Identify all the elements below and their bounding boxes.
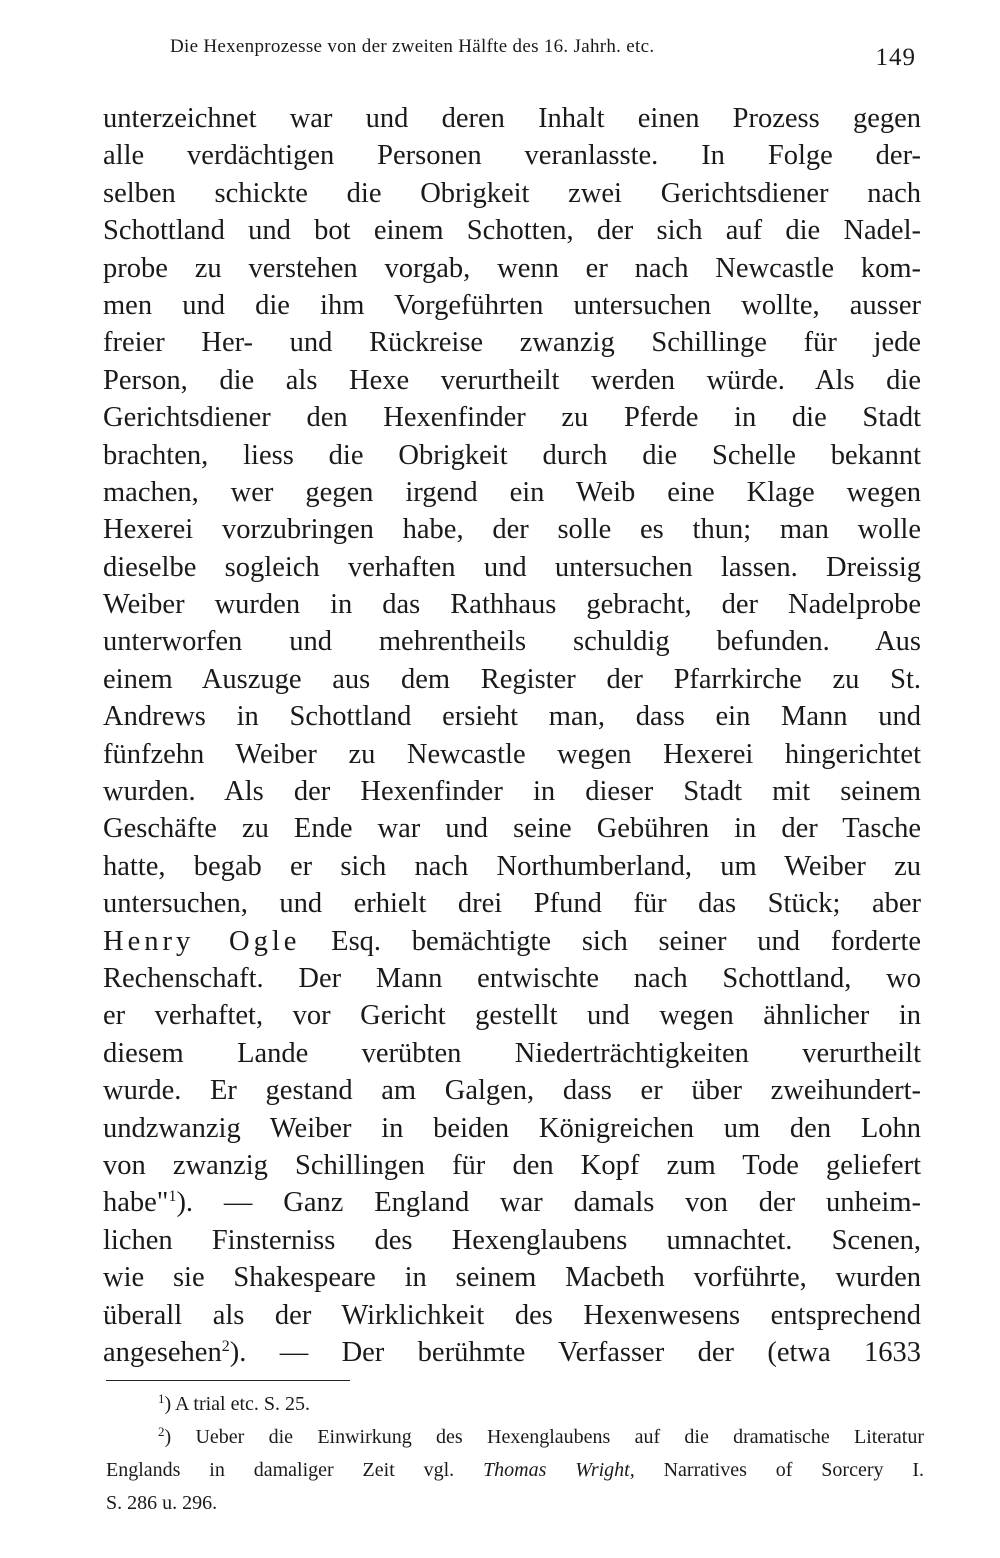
running-head: [170, 36, 930, 76]
text-line: fünfzehn Weiber zu Newcastle wegen Hexerei hingerichtet: [103, 738, 921, 770]
text-line: undzwanzig Weiber in beiden Königreichen um den Lohn: [103, 1112, 921, 1144]
footnote-text: ) Ueber die Einwirkung des Hexenglaubens auf die dramatische Literatur: [164, 1426, 924, 1448]
running-title: Die Hexenprozesse von der zweiten Hälfte des 16. Jahrh. etc.: [170, 36, 655, 57]
text-line: hatte, begab er sich nach Northumberland, um Weiber zu: [103, 850, 921, 882]
footnote-mark: 2: [158, 1424, 165, 1439]
text-line: brachten, liess die Obrigkeit durch die Schelle bekannt: [103, 439, 921, 471]
footnote-mark: 1: [158, 1391, 165, 1406]
text-line: von zwanzig Schillingen für den Kopf zum Tode geliefert: [103, 1149, 921, 1181]
footnote-text: Narratives of Sorcery I.: [663, 1459, 925, 1481]
text-line: Schottland und bot einem Schotten, der sich auf die Nadel-: [103, 215, 921, 247]
body-text: [103, 100, 921, 1371]
text-line: wurde. Er gestand am Galgen, dass er über zweihundert-: [103, 1075, 921, 1107]
text-line: freier Her- und Rückreise zwanzig Schillinge für jede: [103, 327, 921, 359]
footnote-ref-1: 1: [168, 1188, 177, 1206]
text-line: er verhaftet, vor Gericht gestellt und wegen ähnlicher in: [103, 1000, 921, 1032]
footnote-2-line-3: S. 286 u. 296.: [106, 1492, 218, 1514]
text-line: wurden. Als der Hexenfinder in dieser Stadt mit seinem: [103, 776, 921, 808]
text-line: Weiber wurden in das Rathhaus gebracht, der Nadelprobe: [103, 589, 921, 621]
line-segment: ). — Ganz England war damals von der unheim-: [176, 1187, 921, 1219]
text-line: unterzeichnet war und deren Inhalt einen Prozess gegen: [103, 103, 921, 134]
text-line: lichen Finsterniss des Hexenglaubens umnachtet. Scenen,: [103, 1224, 921, 1256]
footnote-ref-2: 2: [221, 1337, 230, 1355]
text-line: Andrews in Schottland ersieht man, dass ein Mann und: [103, 701, 921, 733]
text-line: Rechenschaft. Der Mann entwischte nach Schottland, wo: [103, 962, 921, 994]
page-number: 149: [875, 44, 916, 71]
line-segment: habe": [103, 1187, 169, 1219]
text-line-henry: [103, 923, 921, 960]
text-line: men und die ihm Vorgeführten untersuchen wollte, ausser: [103, 289, 921, 321]
line-segment: ). — Der berühmte Verfasser der (etwa 1633: [229, 1336, 921, 1368]
text-line: alle verdächtigen Personen veranlasste. In Folge der-: [103, 140, 921, 172]
text-line: wie sie Shakespeare in seinem Macbeth vorführte, wurden: [103, 1262, 921, 1294]
text-line: überall als der Wirklichkeit des Hexenwesens entsprechend: [103, 1299, 921, 1331]
text-line: Person, die als Hexe verurtheilt werden würde. Als die: [103, 364, 921, 396]
text-line: untersuchen, und erhielt drei Pfund für das Stück; aber: [103, 888, 921, 920]
spaced-name: Henry Ogle: [103, 925, 301, 957]
author-name: Thomas Wright,: [483, 1459, 635, 1481]
text-line: probe zu verstehen vorgab, wenn er nach Newcastle kom-: [103, 252, 921, 284]
text-line: unterworfen und mehrentheils schuldig befunden. Aus: [103, 626, 921, 658]
text-line: dieselbe sogleich verhaften und untersuchen lassen. Dreissig: [103, 551, 921, 583]
text-line: Gerichtsdiener den Hexenfinder zu Pferde in die Stadt: [103, 402, 921, 434]
text-line: Geschäfte zu Ende war und seine Gebühren in der Tasche: [103, 813, 921, 845]
line-segment: angesehen: [103, 1336, 222, 1368]
text-line: selben schickte die Obrigkeit zwei Gerichtsdiener nach: [103, 177, 921, 209]
text-line: einem Auszuge aus dem Register der Pfarrkirche zu St.: [103, 663, 921, 695]
text-line-with-footnote-ref: [103, 1184, 921, 1221]
text-line: diesem Lande verübten Niederträchtigkeiten verurtheilt: [103, 1037, 921, 1069]
footnote-text: Englands in damaliger Zeit vgl.: [106, 1459, 455, 1481]
footnote-1: [106, 1388, 924, 1421]
footnote-text: ) A trial etc. S. 25.: [164, 1393, 311, 1415]
footnote-2-line-2: [106, 1454, 924, 1487]
text-line: Hexerei vorzubringen habe, der solle es thun; man wolle: [103, 514, 921, 546]
footnotes: [106, 1388, 924, 1520]
text-line: machen, wer gegen irgend ein Weib eine Klage wegen: [103, 476, 921, 508]
line-segment: Esq. bemächtigte sich seiner und forderte: [331, 925, 922, 957]
footnote-2: [106, 1421, 924, 1454]
text-line-with-footnote-ref: [103, 1334, 921, 1371]
footnote-separator: [106, 1380, 350, 1381]
